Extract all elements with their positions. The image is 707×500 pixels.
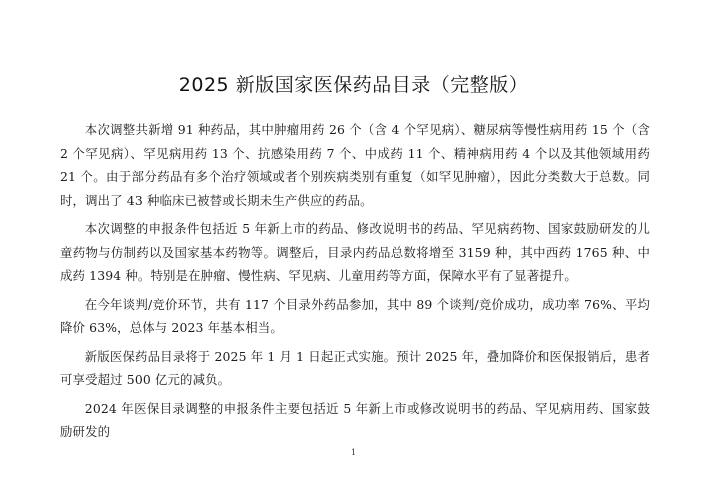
paragraph: 本次调整的申报条件包括近 5 年新上市的药品、修改说明书的药品、罕见病药物、国家鼓励研发的儿童药物与仿制药以及国家基本药物等。调整后，目录内药品总数将增至 3159 种，其中西药 1765 种、中成药 1394 种。特别是在肿瘤、慢性病、罕见病、儿童用药等方面，保障水平有了显著提升。	[60, 221, 650, 283]
paragraph: 2024 年医保目录调整的申报条件主要包括近 5 年新上市或修改说明书的药品、罕见病用药、国家鼓励研发的	[60, 400, 650, 439]
paragraph: 本次调整共新增 91 种药品，其中肿瘤用药 26 个（含 4 个罕见病）、糖尿病等慢性病用药 15 个（含 2 个罕见病）、罕见病用药 13 个、抗感染用药 7 个、中成药 11 个、精神病用药 4 个以及其他领域用药 21 个。由于部分药品有多个治疗领域或者个别疾病类别有重复（如罕见肿瘤），因此分类数大于总数。同时，调出了 43 种临床已被替或长期未生产供应的药品。	[60, 122, 650, 208]
document-title: 2025 新版国家医保药品目录（完整版）	[178, 74, 529, 96]
page-number: 1	[350, 448, 357, 457]
paragraph: 在今年谈判/竞价环节，共有 117 个目录外药品参加，其中 89 个谈判/竞价成功，成功率 76%、平均降价 63%，总体与 2023 年基本相当。	[60, 296, 650, 335]
paragraph: 新版医保药品目录将于 2025 年 1 月 1 日起正式实施。预计 2025 年，叠加降价和医保报销后，患者可享受超过 500 亿元的减负。	[60, 348, 650, 387]
document-body	[60, 118, 650, 449]
